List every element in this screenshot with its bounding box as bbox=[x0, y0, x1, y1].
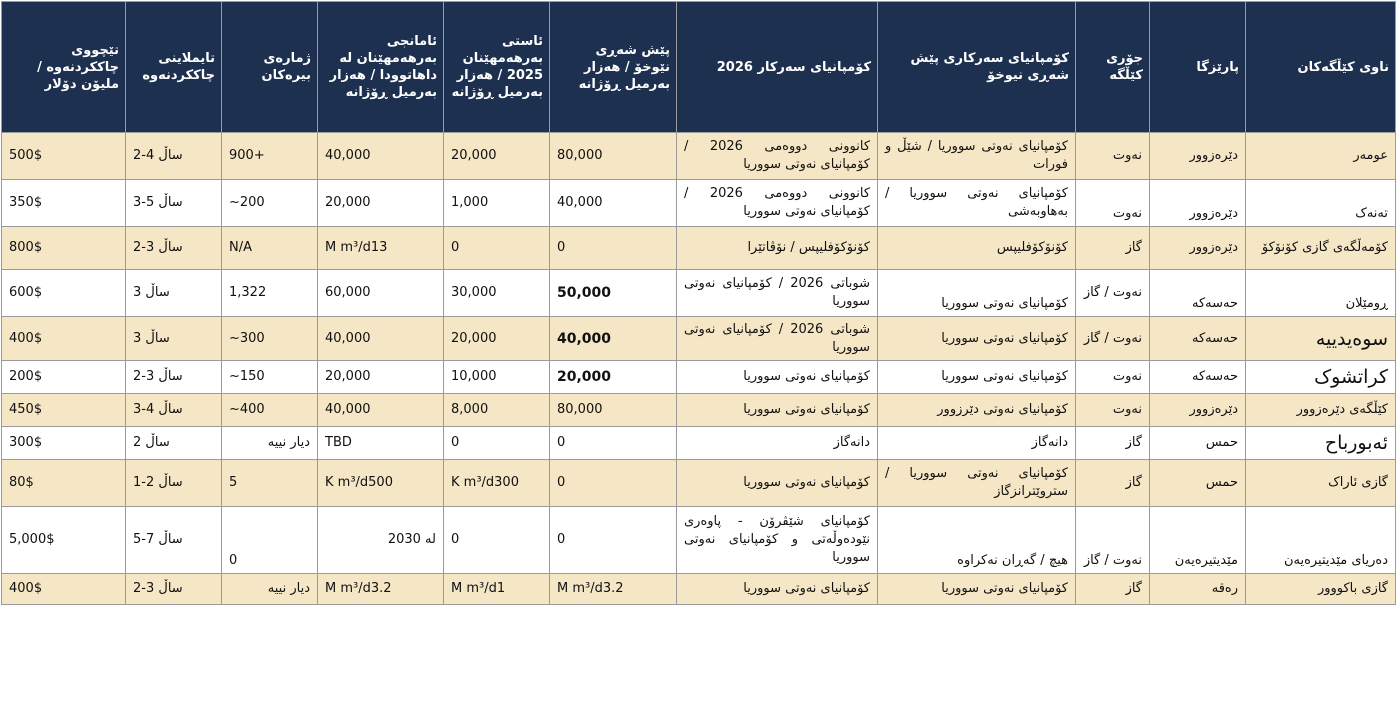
operator-prewar-cell: کۆمپانیای نەوتی سووریا / ستروێترانزگاز bbox=[878, 460, 1076, 507]
header-target-production: ئامانجی بەرهەمهێنان لە داهاتوودا / هەزار بەرمیل ڕۆژانە bbox=[318, 2, 444, 133]
oil-gas-fields-table bbox=[1, 1, 1396, 605]
production-2025-cell: K m³/d300 bbox=[444, 460, 550, 507]
well-count-cell: ~200 bbox=[222, 180, 318, 227]
table-row bbox=[2, 507, 1396, 574]
repair-cost-cell: 400$ bbox=[2, 574, 126, 605]
field-type-cell: نەوت bbox=[1076, 133, 1150, 180]
prewar-production-cell: 20,000 bbox=[550, 361, 677, 394]
repair-cost-cell: 200$ bbox=[2, 361, 126, 394]
field-name-cell: کۆمەڵگەی گازی کۆنۆکۆ bbox=[1246, 227, 1396, 270]
well-count-cell: ~400 bbox=[222, 394, 318, 427]
target-production-cell: 40,000 bbox=[318, 133, 444, 180]
operator-prewar-cell: دانەگاز bbox=[878, 427, 1076, 460]
table-row bbox=[2, 317, 1396, 361]
operator-2026-cell: کۆنۆکۆفلیپس / نۆڤاتێرا bbox=[677, 227, 878, 270]
operator-2026-cell: شوباتی 2026 / کۆمپانیای نەوتی سووریا bbox=[677, 270, 878, 317]
field-name-cell: ئەبورباح bbox=[1246, 427, 1396, 460]
table-row bbox=[2, 270, 1396, 317]
production-2025-cell: 20,000 bbox=[444, 133, 550, 180]
production-2025-cell: 30,000 bbox=[444, 270, 550, 317]
prewar-production-cell: 0 bbox=[550, 507, 677, 574]
governorate-cell: دێرەزوور bbox=[1150, 227, 1246, 270]
repair-timeline-cell: 3-5 ساڵ bbox=[126, 180, 222, 227]
repair-cost-cell: 350$ bbox=[2, 180, 126, 227]
operator-prewar-cell: کۆمپانیای نەوتی سووریا / شێڵ و فورات bbox=[878, 133, 1076, 180]
production-2025-cell: M m³/d1 bbox=[444, 574, 550, 605]
repair-cost-cell: 500$ bbox=[2, 133, 126, 180]
header-repair-timeline: تایملاینی چاککردنەوە bbox=[126, 2, 222, 133]
target-production-cell: TBD bbox=[318, 427, 444, 460]
production-2025-cell: 20,000 bbox=[444, 317, 550, 361]
operator-prewar-cell: کۆمپانیای نەوتی سووریا bbox=[878, 317, 1076, 361]
well-count-cell: 5 bbox=[222, 460, 318, 507]
well-count-cell: N/A bbox=[222, 227, 318, 270]
operator-prewar-cell: کۆمپانیای نەوتی سووریا bbox=[878, 361, 1076, 394]
governorate-cell: حمس bbox=[1150, 460, 1246, 507]
operator-2026-cell: کۆمپانیای نەوتی سووریا bbox=[677, 460, 878, 507]
target-production-cell: M m³/d3.2 bbox=[318, 574, 444, 605]
repair-timeline-cell: 2-3 ساڵ bbox=[126, 361, 222, 394]
production-2025-cell: 1,000 bbox=[444, 180, 550, 227]
prewar-production-cell: 50,000 bbox=[550, 270, 677, 317]
field-type-cell: گاز bbox=[1076, 427, 1150, 460]
prewar-production-cell: 0 bbox=[550, 427, 677, 460]
production-2025-cell: 10,000 bbox=[444, 361, 550, 394]
target-production-cell: 40,000 bbox=[318, 394, 444, 427]
field-name-cell: گازی باکووور bbox=[1246, 574, 1396, 605]
field-type-cell: گاز bbox=[1076, 574, 1150, 605]
production-2025-cell: 0 bbox=[444, 227, 550, 270]
repair-timeline-cell: 2-3 ساڵ bbox=[126, 574, 222, 605]
table-row bbox=[2, 427, 1396, 460]
governorate-cell: حمس bbox=[1150, 427, 1246, 460]
operator-2026-cell: کۆمپانیای نەوتی سووریا bbox=[677, 574, 878, 605]
header-row bbox=[2, 2, 1396, 133]
repair-timeline-cell: 5-7 ساڵ bbox=[126, 507, 222, 574]
repair-timeline-cell: 3 ساڵ bbox=[126, 270, 222, 317]
repair-timeline-cell: 3 ساڵ bbox=[126, 317, 222, 361]
table-row bbox=[2, 180, 1396, 227]
field-type-cell: گاز bbox=[1076, 227, 1150, 270]
well-count-cell: 1,322 bbox=[222, 270, 318, 317]
table-row bbox=[2, 394, 1396, 427]
header-production-2025: ئاستی بەرهەمهێنان 2025 / هەزار بەرمیل ڕۆژانە bbox=[444, 2, 550, 133]
header-field-type: جۆری کێڵگە bbox=[1076, 2, 1150, 133]
field-name-cell: سوەیدییە bbox=[1246, 317, 1396, 361]
repair-cost-cell: 800$ bbox=[2, 227, 126, 270]
header-field-name: ناوی کێڵگەکان bbox=[1246, 2, 1396, 133]
operator-2026-cell: دانەگاز bbox=[677, 427, 878, 460]
header-repair-cost: تێچووی چاککردنەوە / ملیۆن دۆلار bbox=[2, 2, 126, 133]
repair-cost-cell: 80$ bbox=[2, 460, 126, 507]
operator-prewar-cell: کۆمپانیای نەوتی دێرزوور bbox=[878, 394, 1076, 427]
prewar-production-cell: 40,000 bbox=[550, 180, 677, 227]
governorate-cell: دێرەزوور bbox=[1150, 394, 1246, 427]
well-count-cell: 900+ bbox=[222, 133, 318, 180]
header-operator-2026: کۆمپانیای سەرکار 2026 bbox=[677, 2, 878, 133]
target-production-cell: 20,000 bbox=[318, 361, 444, 394]
operator-2026-cell: کۆمپانیای نەوتی سووریا bbox=[677, 394, 878, 427]
field-type-cell: نەوت / گاز bbox=[1076, 507, 1150, 574]
target-production-cell: 60,000 bbox=[318, 270, 444, 317]
operator-2026-cell: کانوونی دووەمی 2026 / کۆمپانیای نەوتی سووریا bbox=[677, 180, 878, 227]
prewar-production-cell: 80,000 bbox=[550, 394, 677, 427]
field-type-cell: نەوت / گاز bbox=[1076, 317, 1150, 361]
repair-cost-cell: 450$ bbox=[2, 394, 126, 427]
repair-cost-cell: 600$ bbox=[2, 270, 126, 317]
repair-timeline-cell: 2-3 ساڵ bbox=[126, 227, 222, 270]
governorate-cell: مێدیتیرەیەن bbox=[1150, 507, 1246, 574]
production-2025-cell: 0 bbox=[444, 507, 550, 574]
operator-2026-cell: کۆمپانیای نەوتی سووریا bbox=[677, 361, 878, 394]
well-count-cell: 0 bbox=[222, 507, 318, 574]
table-row bbox=[2, 460, 1396, 507]
header-well-count: ژمارەی بیرەکان bbox=[222, 2, 318, 133]
field-type-cell: گاز bbox=[1076, 460, 1150, 507]
field-type-cell: نەوت bbox=[1076, 180, 1150, 227]
governorate-cell: رەقە bbox=[1150, 574, 1246, 605]
repair-timeline-cell: 2-4 ساڵ bbox=[126, 133, 222, 180]
header-governorate: پارێزگا bbox=[1150, 2, 1246, 133]
repair-timeline-cell: 3-4 ساڵ bbox=[126, 394, 222, 427]
prewar-production-cell: 80,000 bbox=[550, 133, 677, 180]
operator-2026-cell: کۆمپانیای شێڤرۆن - پاوەری نێودەوڵەتی و کۆمپانیای نەوتی سووریا bbox=[677, 507, 878, 574]
operator-2026-cell: کانوونی دووەمی 2026 / کۆمپانیای نەوتی سووریا bbox=[677, 133, 878, 180]
repair-timeline-cell: 1-2 ساڵ bbox=[126, 460, 222, 507]
target-production-cell: M m³/d13 bbox=[318, 227, 444, 270]
field-name-cell: تەنەک bbox=[1246, 180, 1396, 227]
header-prewar-production: پێش شەڕی نێوخۆ / هەزار بەرمیل ڕۆژانە bbox=[550, 2, 677, 133]
target-production-cell: 20,000 bbox=[318, 180, 444, 227]
table-row bbox=[2, 133, 1396, 180]
well-count-cell: ~300 bbox=[222, 317, 318, 361]
prewar-production-cell: 0 bbox=[550, 227, 677, 270]
field-name-cell: ڕومێلان bbox=[1246, 270, 1396, 317]
target-production-cell: 40,000 bbox=[318, 317, 444, 361]
field-type-cell: نەوت bbox=[1076, 394, 1150, 427]
header-operator-prewar: کۆمپانیای سەرکاری پێش شەڕی نیوخۆ bbox=[878, 2, 1076, 133]
table-row bbox=[2, 574, 1396, 605]
governorate-cell: دێرەزوور bbox=[1150, 133, 1246, 180]
governorate-cell: حەسەکە bbox=[1150, 317, 1246, 361]
repair-cost-cell: 400$ bbox=[2, 317, 126, 361]
operator-prewar-cell: هیچ / گەڕان نەکراوە bbox=[878, 507, 1076, 574]
table-row bbox=[2, 361, 1396, 394]
field-name-cell: عومەر bbox=[1246, 133, 1396, 180]
field-name-cell: کێڵگەی دێرەزوور bbox=[1246, 394, 1396, 427]
prewar-production-cell: 40,000 bbox=[550, 317, 677, 361]
operator-prewar-cell: کۆمپانیای نەوتی سووریا / بەهاوبەشی bbox=[878, 180, 1076, 227]
field-type-cell: نەوت / گاز bbox=[1076, 270, 1150, 317]
well-count-cell: دیار نییە bbox=[222, 574, 318, 605]
repair-cost-cell: 300$ bbox=[2, 427, 126, 460]
target-production-cell: لە 2030 bbox=[318, 507, 444, 574]
field-name-cell: کراتشوک bbox=[1246, 361, 1396, 394]
governorate-cell: حەسەکە bbox=[1150, 361, 1246, 394]
production-2025-cell: 0 bbox=[444, 427, 550, 460]
well-count-cell: دیار نییە bbox=[222, 427, 318, 460]
operator-prewar-cell: کۆمپانیای نەوتی سووریا bbox=[878, 270, 1076, 317]
table-row bbox=[2, 227, 1396, 270]
repair-timeline-cell: 2 ساڵ bbox=[126, 427, 222, 460]
well-count-cell: ~150 bbox=[222, 361, 318, 394]
repair-cost-cell: 5,000$ bbox=[2, 507, 126, 574]
operator-prewar-cell: کۆنۆکۆفلیپس bbox=[878, 227, 1076, 270]
prewar-production-cell: M m³/d3.2 bbox=[550, 574, 677, 605]
governorate-cell: حەسەکە bbox=[1150, 270, 1246, 317]
field-name-cell: دەریای مێدیتیرەیەن bbox=[1246, 507, 1396, 574]
operator-2026-cell: شوباتی 2026 / کۆمپانیای نەوتی سووریا bbox=[677, 317, 878, 361]
prewar-production-cell: 0 bbox=[550, 460, 677, 507]
production-2025-cell: 8,000 bbox=[444, 394, 550, 427]
target-production-cell: K m³/d500 bbox=[318, 460, 444, 507]
field-type-cell: نەوت bbox=[1076, 361, 1150, 394]
governorate-cell: دێرەزوور bbox=[1150, 180, 1246, 227]
field-name-cell: گازی ئاراک bbox=[1246, 460, 1396, 507]
operator-prewar-cell: کۆمپانیای نەوتی سووریا bbox=[878, 574, 1076, 605]
